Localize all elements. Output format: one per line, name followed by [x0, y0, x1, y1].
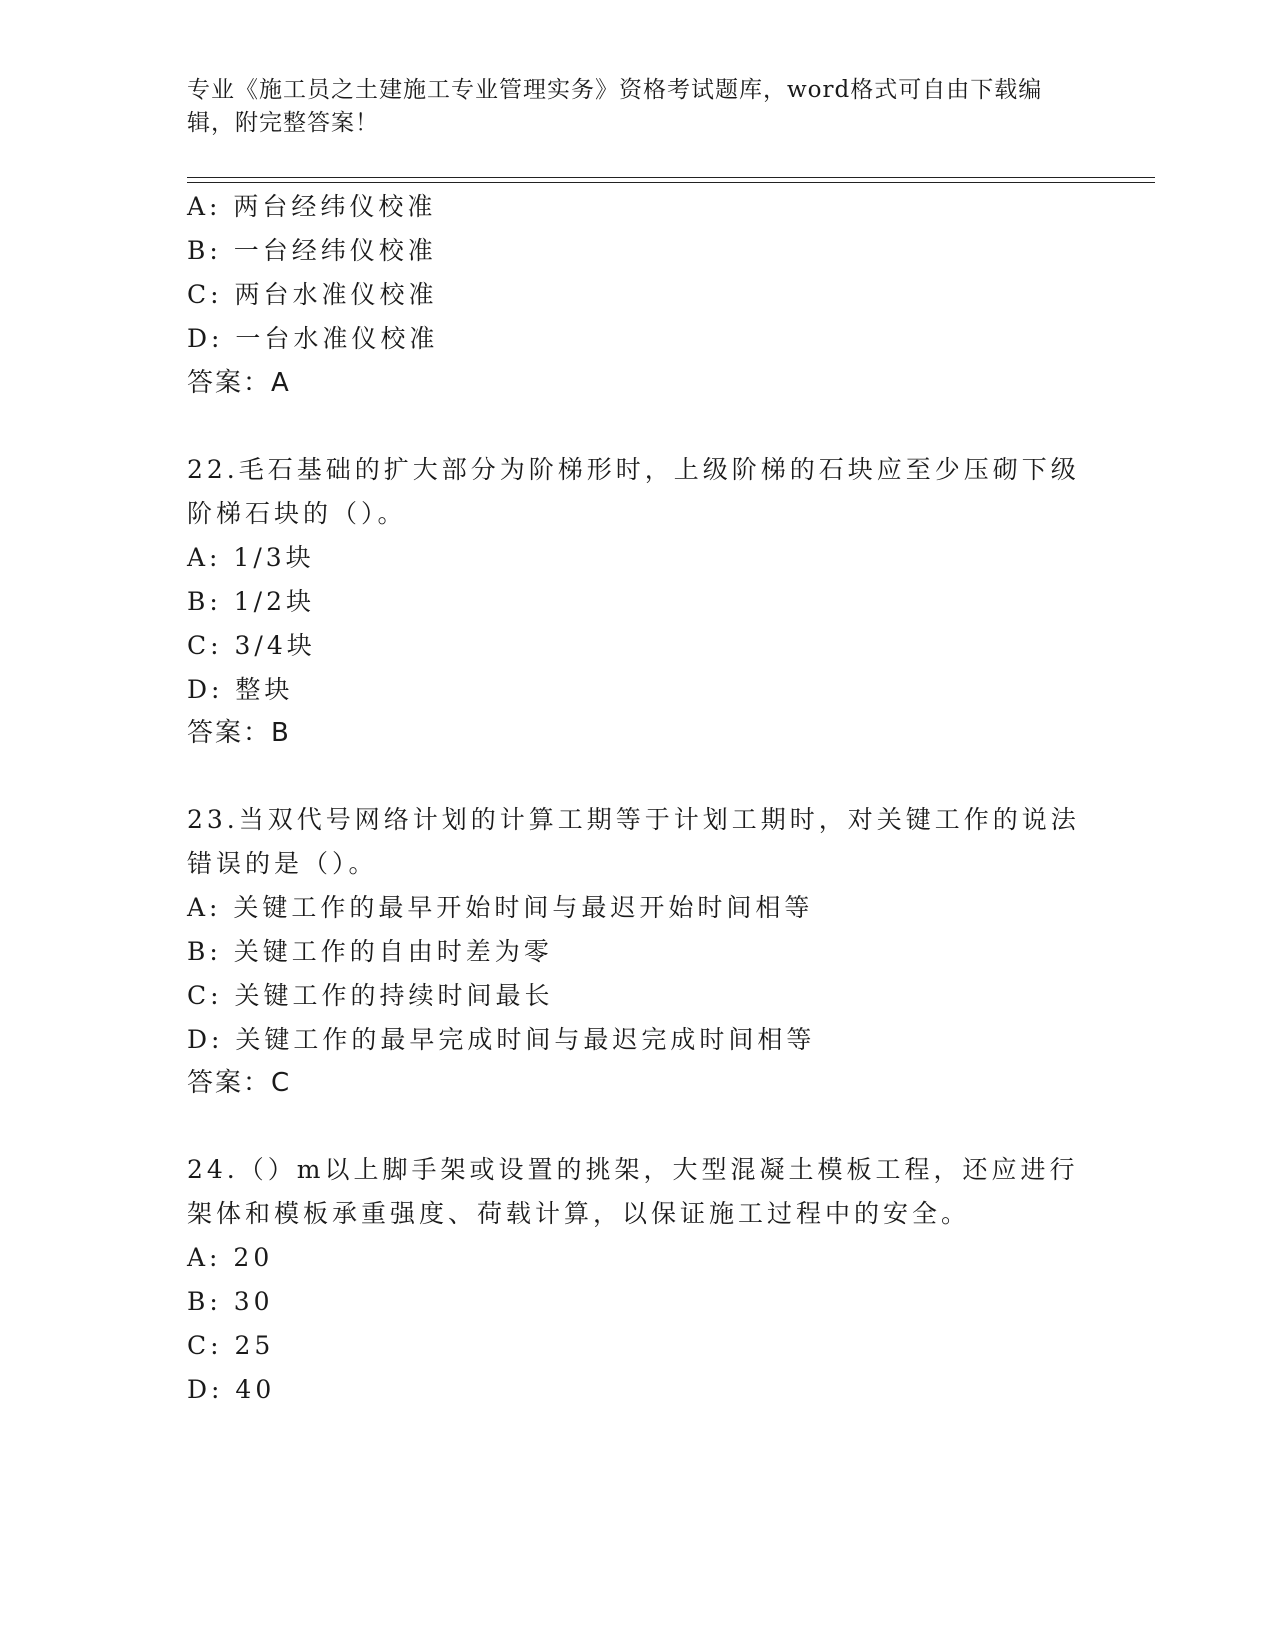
option-a: A: 1/3块 — [187, 543, 315, 572]
option-b: B: 一台经纬仪校准 — [187, 236, 437, 265]
document-header: 专业《施工员之土建施工专业管理实务》资格考试题库，word格式可自由下载编辑，附完整答案！ — [187, 77, 1043, 136]
option-a: A: 20 — [187, 1243, 274, 1272]
option-c: C: 3/4块 — [187, 631, 316, 660]
question-stem: 23.当双代号网络计划的计算工期等于计划工期时，对关键工作的说法 — [187, 805, 1080, 834]
option-c: C: 25 — [187, 1331, 275, 1360]
option-c: C: 两台水准仪校准 — [187, 280, 438, 309]
question-stem: 24.（）m以上脚手架或设置的挑架，大型混凝土模板工程，还应进行 — [187, 1155, 1079, 1184]
option-c: C: 关键工作的持续时间最长 — [187, 981, 554, 1010]
header-rule-bottom — [187, 182, 1155, 183]
question-stem: 22.毛石基础的扩大部分为阶梯形时，上级阶梯的石块应至少压砌下级 — [187, 455, 1080, 484]
option-b: B: 关键工作的自由时差为零 — [187, 937, 553, 966]
answer: 答案：B — [187, 718, 291, 748]
option-b: B: 1/2块 — [187, 587, 315, 616]
answer: 答案：C — [187, 1068, 292, 1098]
question-stem-continued: 架体和模板承重强度、荷载计算，以保证施工过程中的安全。 — [187, 1199, 971, 1228]
option-a: A: 关键工作的最早开始时间与最迟开始时间相等 — [187, 893, 814, 922]
option-d: D: 一台水准仪校准 — [187, 324, 439, 353]
option-d: D: 40 — [187, 1375, 276, 1404]
option-d: D: 整块 — [187, 675, 294, 704]
option-a: A: 两台经纬仪校准 — [187, 192, 437, 221]
option-b: B: 30 — [187, 1287, 274, 1316]
answer: 答案：A — [187, 368, 291, 398]
question-stem-continued: 错误的是（）。 — [187, 849, 378, 878]
option-d: D: 关键工作的最早完成时间与最迟完成时间相等 — [187, 1025, 816, 1054]
question-stem-continued: 阶梯石块的（）。 — [187, 499, 407, 528]
header-rule-top — [187, 177, 1155, 178]
